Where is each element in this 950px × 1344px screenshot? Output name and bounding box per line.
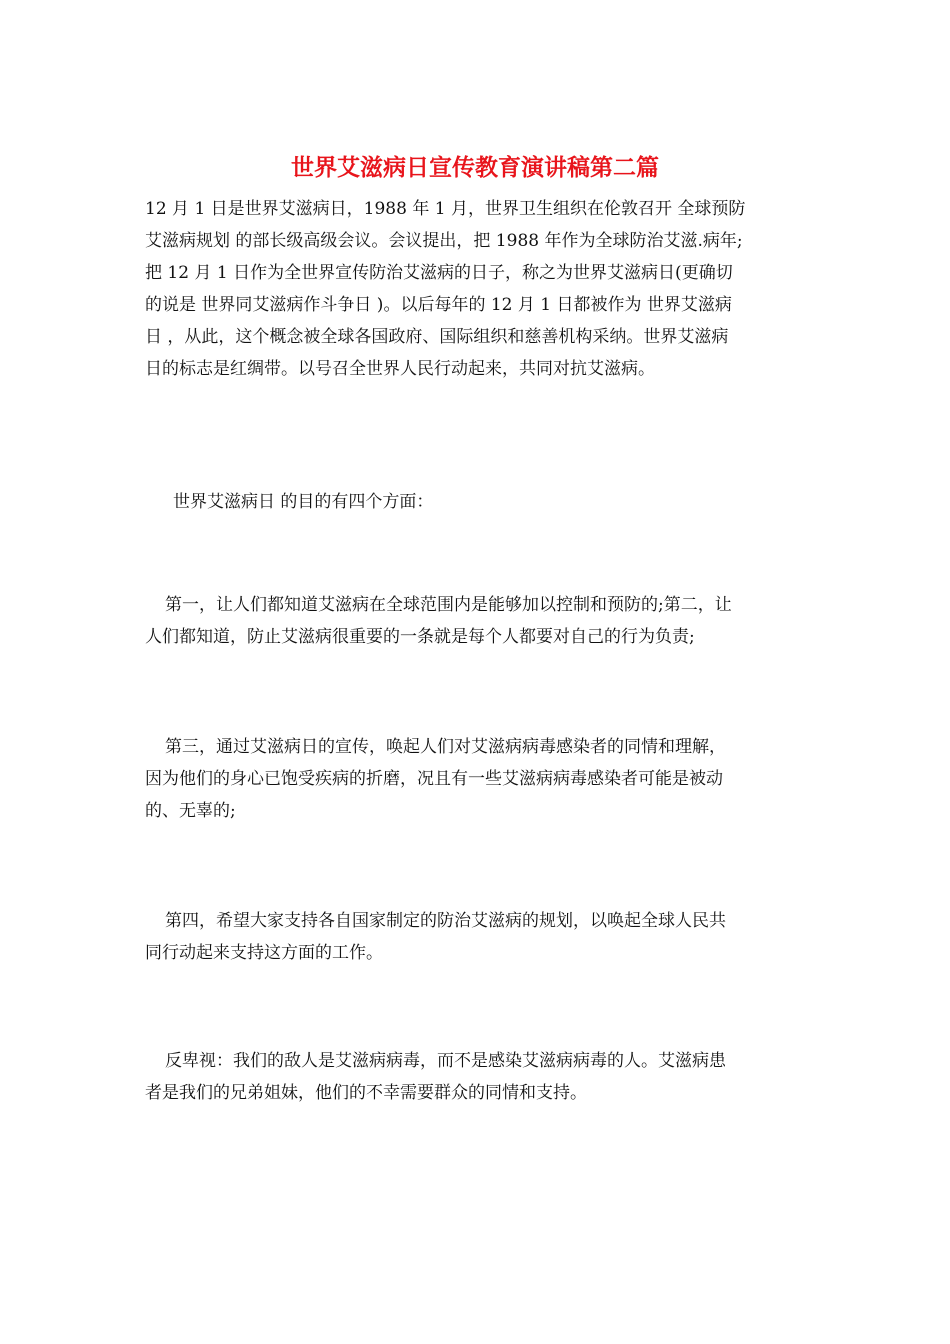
paragraph-line: 艾滋病规划 的部长级高级会议。会议提出，把 1988 年作为全球防治艾滋.病年; <box>145 231 743 251</box>
paragraph-first-second <box>145 589 815 653</box>
paragraph-line: 的说是 世界同艾滋病作斗争日 )。以后每年的 12 月 1 日都被作为 世界艾滋病 <box>145 295 732 315</box>
paragraph-line: 世界艾滋病日 的目的有四个方面： <box>173 492 434 512</box>
paragraph-anti-discrimination <box>145 1045 815 1109</box>
paragraph-line: 人们都知道，防止艾滋病很重要的一条就是每个人都要对自己的行为负责; <box>145 627 695 647</box>
paragraph-line: 第一，让人们都知道艾滋病在全球范围内是能够加以控制和预防的;第二，让 <box>165 595 732 615</box>
document-title: 世界艾滋病日宣传教育演讲稿第二篇 <box>291 154 659 181</box>
paragraph-line: 第三，通过艾滋病日的宣传，唤起人们对艾滋病病毒感染者的同情和理解， <box>165 737 726 757</box>
paragraph-line: 反卑视：我们的敌人是艾滋病病毒，而不是感染艾滋病病毒的人。艾滋病患 <box>165 1051 726 1071</box>
paragraph-fourth <box>145 905 815 969</box>
paragraph-intro <box>145 193 815 385</box>
paragraph-third <box>145 731 815 827</box>
paragraph-line: 12 月 1 日是世界艾滋病日，1988 年 1 月，世界卫生组织在伦敦召开 全球预防 <box>145 199 746 219</box>
paragraph-line: 的、无辜的; <box>145 801 236 821</box>
paragraph-line: 把 12 月 1 日作为全世界宣传防治艾滋病的日子，称之为世界艾滋病日(更确切 <box>145 263 733 283</box>
paragraph-line: 同行动起来支持这方面的工作。 <box>145 943 383 963</box>
paragraph-purpose-heading <box>145 486 815 518</box>
paragraph-line: 日的标志是红绸带。以号召全世界人民行动起来，共同对抗艾滋病。 <box>145 359 655 379</box>
paragraph-line: 因为他们的身心已饱受疾病的折磨，况且有一些艾滋病病毒感染者可能是被动 <box>145 769 723 789</box>
paragraph-line: 日 ，从此，这个概念被全球各国政府、国际组织和慈善机构采纳。世界艾滋病 <box>145 327 729 347</box>
paragraph-line: 者是我们的兄弟姐妹，他们的不幸需要群众的同情和支持。 <box>145 1083 587 1103</box>
paragraph-line: 第四，希望大家支持各自国家制定的防治艾滋病的规划，以唤起全球人民共 <box>165 911 726 931</box>
